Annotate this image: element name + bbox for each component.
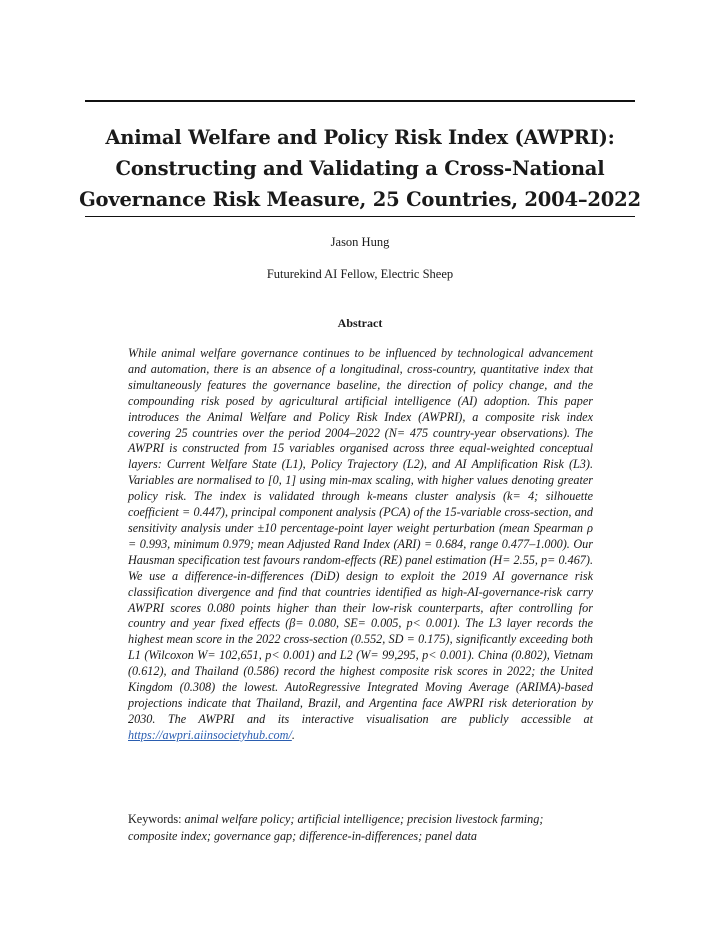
top-rule xyxy=(85,100,635,102)
keywords-list: animal welfare policy; artificial intelligence; precision livestock farming; composite index; governance gap; difference-in-differences; panel data xyxy=(128,812,544,843)
keywords-label: Keywords: xyxy=(128,812,182,826)
author-name: Jason Hung xyxy=(330,235,390,249)
abstract-heading: Abstract xyxy=(337,316,383,330)
abstract-link[interactable]: https://awpri.aiinsocietyhub.com/ xyxy=(128,727,292,742)
abstract-text: While animal welfare governance continues to be influenced by technological advancement and automation, there is an absence of a longitudinal, cross-country, quantitative index that simultaneously features the governance baseline, the direction of policy change, and the compounding risk posed by agricultural artificial intelligence (AI) adoption. This paper introduces the Animal Welfare and Policy Risk Index (AWPRI), a composite risk index covering 25 countries over the period 2004–2022 (N= 475 country-year observations). The AWPRI is constructed from 15 variables organised across three equal-weighted conceptual layers: Current Welfare State (L1), Policy Trajectory (L2), and AI Amplification Risk (L3). Variables are normalised to [0, 1] using min-max scaling, with higher values denoting greater policy risk. The index is validated through k-means cluster analysis (k= 4; silhouette coefficient = 0.447), principal component analysis (PCA) of the 15-variable cross-section, and sensitivity analysis under ±10 percentage-point layer weight perturbation (mean Spearman ρ = 0.993, minimum 0.979; mean Adjusted Rand Index (ARI) = 0.684, range 0.477–1.000). Our Hausman specification test favours random-effects (RE) panel estimation (H= 2.55, p= 0.467). We use a difference-in-differences (DiD) design to exploit the 2019 AI governance risk classification divergence and find that countries identified as high-AI-governance-risk carry AWPRI scores 0.080 points higher than their low-risk counterparts, after controlling for country and year fixed effects (β= 0.080, SE= 0.005, p< 0.001). The L3 layer records the highest mean score in the 2022 cross-section (0.552, SD = 0.175), significantly exceeding both L1 (Wilcoxon W= 102,651, p< 0.001) and L2 (W= 99,295, p< 0.001). China (0.802), Vietnam (0.612), and Thailand (0.586) record the highest composite risk scores in 2022; the United Kingdom (0.308) the lowest. AutoRegressive Integrated Moving Average (ARIMA)-based projections indicate that Thailand, Brazil, and Argentina face AWPRI risk deterioration by 2030. The AWPRI and its interactive visualisation are publicly accessible at xyxy=(128,346,593,726)
author-affiliation: Futurekind AI Fellow, Electric Sheep xyxy=(266,267,454,281)
abstract-body xyxy=(128,346,593,744)
abstract-end: . xyxy=(291,727,295,742)
paper-title: Animal Welfare and Policy Risk Index (AWPRI): Constructing and Validating a Cross-National Governance Risk Measure, 25 Countries, 2004–2022 xyxy=(79,126,641,211)
keywords xyxy=(128,811,593,845)
bottom-rule xyxy=(85,216,635,217)
